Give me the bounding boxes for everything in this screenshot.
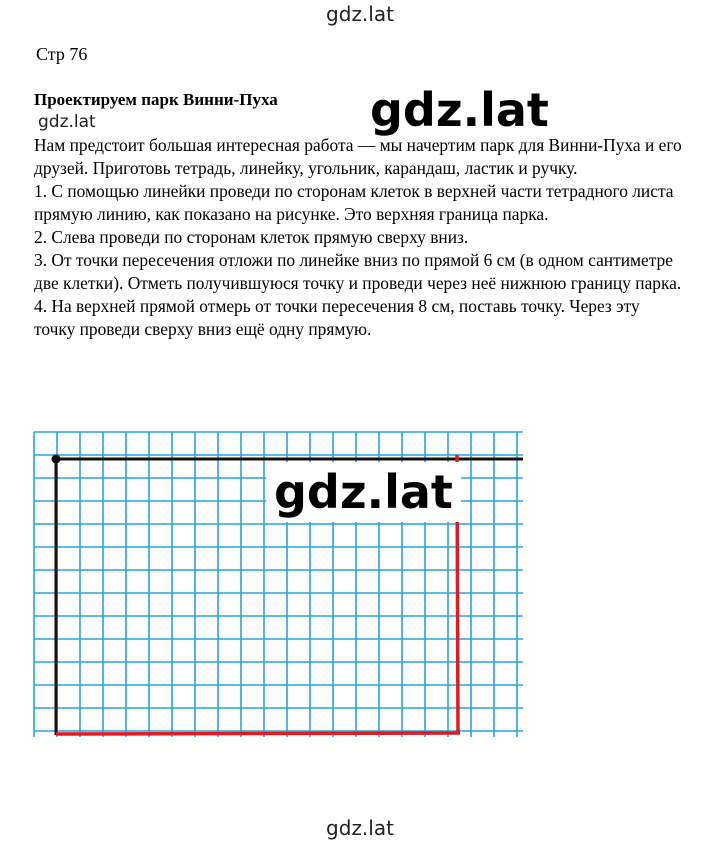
page-label: Стр 76	[36, 44, 88, 64]
watermark-bottom: gdz.lat	[326, 816, 394, 840]
intro-paragraph: Нам предстоит большая интересная работа — мы начертим парк для Винни-Пуха и его друзей. Приготовь тетрадь, линейку, угольник, карандаш, ластик и ручку.	[34, 135, 682, 178]
step-3: 3. От точки пересечения отложи по линейке вниз по прямой 6 см (в одном сантиметре две клетки). Отметь получившуюся точку и проведи через неё нижнюю границу парка.	[34, 250, 682, 293]
intersection-point	[52, 455, 61, 464]
bottom-boundary-line	[56, 733, 460, 734]
watermark-small: gdz.lat	[38, 112, 96, 132]
step-4: 4. На верхней прямой отмерь от точки пересечения 8 см, поставь точку. Через эту точку проведи сверху вниз ещё одну прямую.	[34, 296, 640, 339]
step-1: 1. С помощью линейки проведи по сторонам клеток в верхней части тетрадного листа прямую линию, как показано на рисунке. Это верхняя граница парка.	[34, 181, 674, 224]
watermark-big: gdz.lat	[364, 82, 555, 138]
watermark-top: gdz.lat	[326, 2, 394, 26]
watermark-grid: gdz.lat	[266, 462, 461, 522]
page-title: Проектируем парк Винни-Пуха	[34, 90, 278, 109]
step-2: 2. Слева проведи по сторонам клеток прямую сверху вниз.	[34, 227, 469, 247]
